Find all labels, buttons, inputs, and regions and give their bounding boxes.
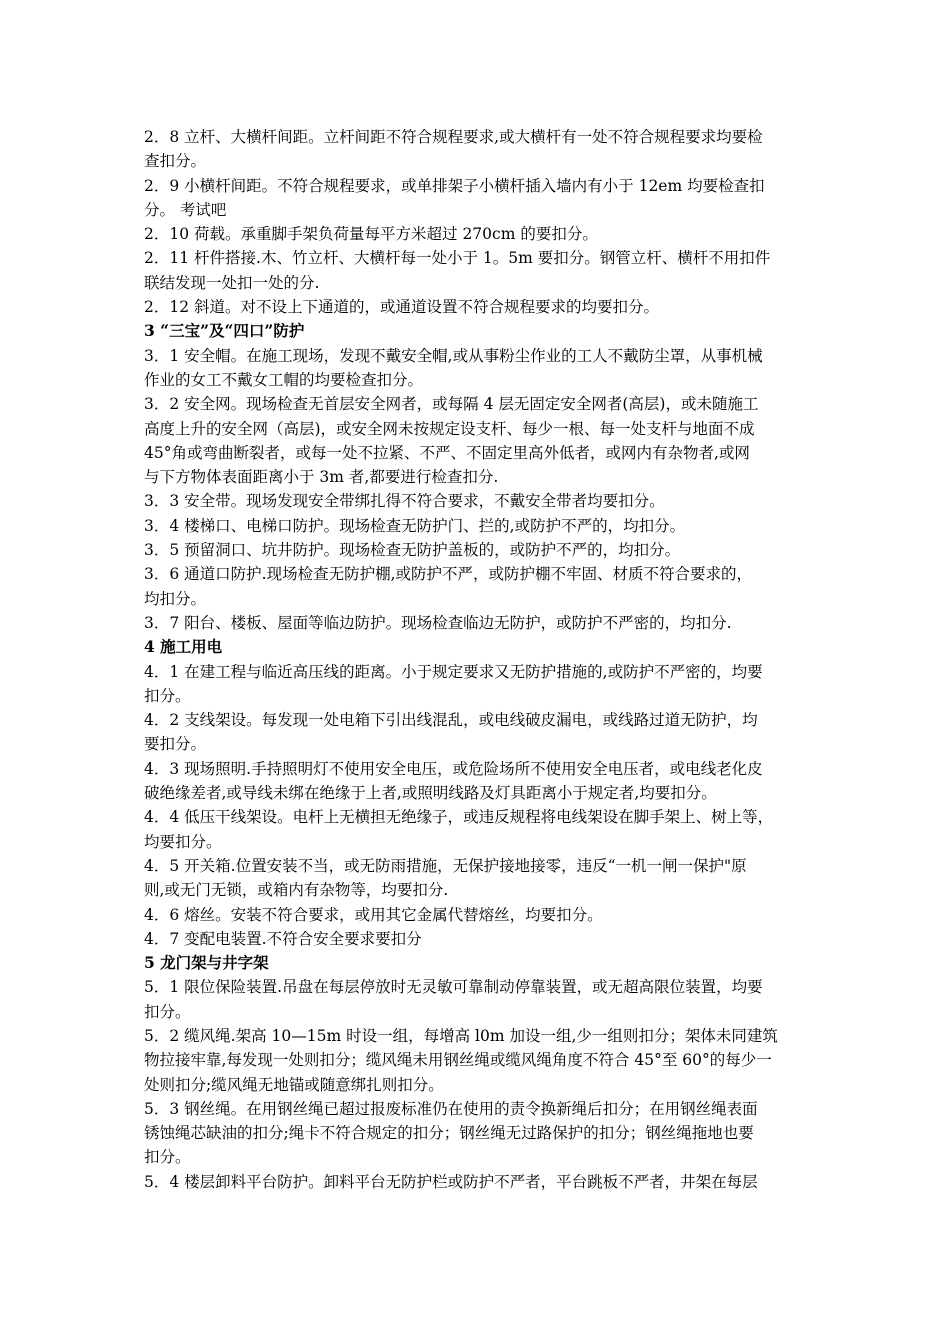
text-line: 破绝缘差者,或导线未绑在绝缘于上者,或照明线路及灯具距离小于规定者,均要扣分。 (144, 784, 717, 803)
text-line: 5．2 缆风绳.架高 10—15m 时设一组，每增高 l0m 加设一组,少一组则扣分；架体未同建筑 (144, 1026, 778, 1045)
text-line: 分。 考试吧 (144, 200, 227, 219)
text-line: 2．10 荷载。承重脚手架负荷量每平方米超过 270cm 的要扣分。 (144, 225, 598, 244)
text-line: 2．8 立杆、大横杆间距。立杆间距不符合规程要求,或大横杆有一处不符合规程要求均要检 (144, 128, 763, 146)
text-line: 均要扣分。 (144, 832, 222, 851)
section-heading: 3 “三宝”及“四口”防护 (144, 321, 305, 341)
section-heading: 4 施工用电 (144, 637, 223, 657)
text-line: 5．1 限位保险装置.吊盘在每层停放时无灵敏可靠制动停靠装置，或无超高限位装置，均要 (144, 978, 763, 997)
document-page (144, 125, 824, 1194)
text-line: 5．3 钢丝绳。在用钢丝绳已超过报废标准仍在使用的责令换新绳后扣分；在用钢丝绳表面 (144, 1099, 758, 1118)
text-line: 3．3 安全带。现场发现安全带绑扎得不符合要求，不戴安全带者均要扣分。 (144, 492, 665, 511)
text-line: 3．5 预留洞口、坑井防护。现场检查无防护盖板的，或防护不严的，均扣分。 (144, 541, 681, 560)
text-line: 4．2 支线架设。每发现一处电箱下引出线混乱，或电线破皮漏电，或线路过道无防护，均 (144, 711, 758, 730)
text-line: 均扣分。 (144, 589, 207, 608)
text-line: 扣分。 (144, 1002, 191, 1021)
text-line: 3．6 通道口防护.现场检查无防护棚,或防护不严，或防护棚不牢固、材质不符合要求的， (144, 565, 753, 584)
text-line: 扣分。 (144, 1148, 191, 1167)
text-line: 要扣分。 (144, 735, 207, 754)
text-line: 扣分。 (144, 686, 191, 705)
text-line: 3．4 楼梯口、电梯口防护。现场检查无防护门、拦的,或防护不严的，均扣分。 (144, 516, 686, 535)
text-line: 3．7 阳台、楼板、屋面等临边防护。现场检查临边无防护，或防护不严密的，均扣分. (144, 613, 732, 632)
text-line: 4．7 变配电装置.不符合安全要求要扣分 (144, 929, 422, 948)
text-line: 4．4 低压干线架设。电杆上无横担无绝缘子，或违反规程将电线架设在脚手架上、树上等， (144, 808, 774, 827)
text-line: 45°角或弯曲断裂者，或每一处不拉紧、不严、不固定里高外低者，或网内有杂物者,或网 (144, 443, 750, 462)
text-line: 与下方物体表面距离小于 3m 者,都要进行检查扣分. (144, 468, 499, 487)
text-line: 物拉接牢靠,每发现一处则扣分；缆风绳未用钢丝绳或缆风绳角度不符合 45°至 60°的每少一 (144, 1051, 772, 1070)
text-line: 2．9 小横杆间距。不符合规程要求，或单排架子小横杆插入墙内有小于 12em 均要检查扣 (144, 176, 765, 195)
text-line: 联结发现一处扣一处的分. (144, 273, 320, 292)
text-line: 3．1 安全帽。在施工现场，发现不戴安全帽,或从事粉尘作业的工人不戴防尘罩，从事机械 (144, 346, 763, 365)
text-line: 查扣分。 (144, 152, 207, 171)
text-line: 4．5 开关箱.位置安装不当，或无防雨措施，无保护接地接零，违反“一机一闸一保护"原 (144, 856, 747, 875)
text-line: 处则扣分;缆风绳无地锚或随意绑扎则扣分。 (144, 1075, 444, 1094)
text-line: 3．2 安全网。现场检查无首层安全网者，或每隔 4 层无固定安全网者(高层)，或未随施工 (144, 395, 759, 414)
text-line: 4．1 在建工程与临近高压线的距离。小于规定要求又无防护措施的,或防护不严密的，均要 (144, 662, 763, 681)
text-line: 5．4 楼层卸料平台防护。卸料平台无防护栏或防护不严者，平台跳板不严者，井架在每层 (144, 1172, 758, 1191)
text-line: 作业的女工不戴女工帽的均要检查扣分。 (144, 370, 424, 389)
section-heading: 5 龙门架与井字架 (144, 953, 269, 973)
text-line: 则,或无门无锁，或箱内有杂物等，均要扣分. (144, 881, 449, 900)
text-line: 高度上升的安全网（高层)，或安全网未按规定设支杆、每少一根、每一处支杆与地面不成 (144, 419, 755, 438)
text-line: 2．11 杆件搭接.木、竹立杆、大横杆每一处小于 1。5m 要扣分。钢管立杆、横杆不用扣件 (144, 249, 771, 268)
text-line: 锈蚀绳芯缺油的扣分;绳卡不符合规定的扣分；钢丝绳无过路保护的扣分；钢丝绳拖地也要 (144, 1124, 754, 1143)
text-line: 2．12 斜道。对不设上下通道的，或通道设置不符合规程要求的均要扣分。 (144, 298, 660, 317)
text-line: 4．6 熔丝。安装不符合要求，或用其它金属代替熔丝，均要扣分。 (144, 905, 603, 924)
text-line: 4．3 现场照明.手持照明灯不使用安全电压，或危险场所不使用安全电压者，或电线老化皮 (144, 759, 763, 778)
